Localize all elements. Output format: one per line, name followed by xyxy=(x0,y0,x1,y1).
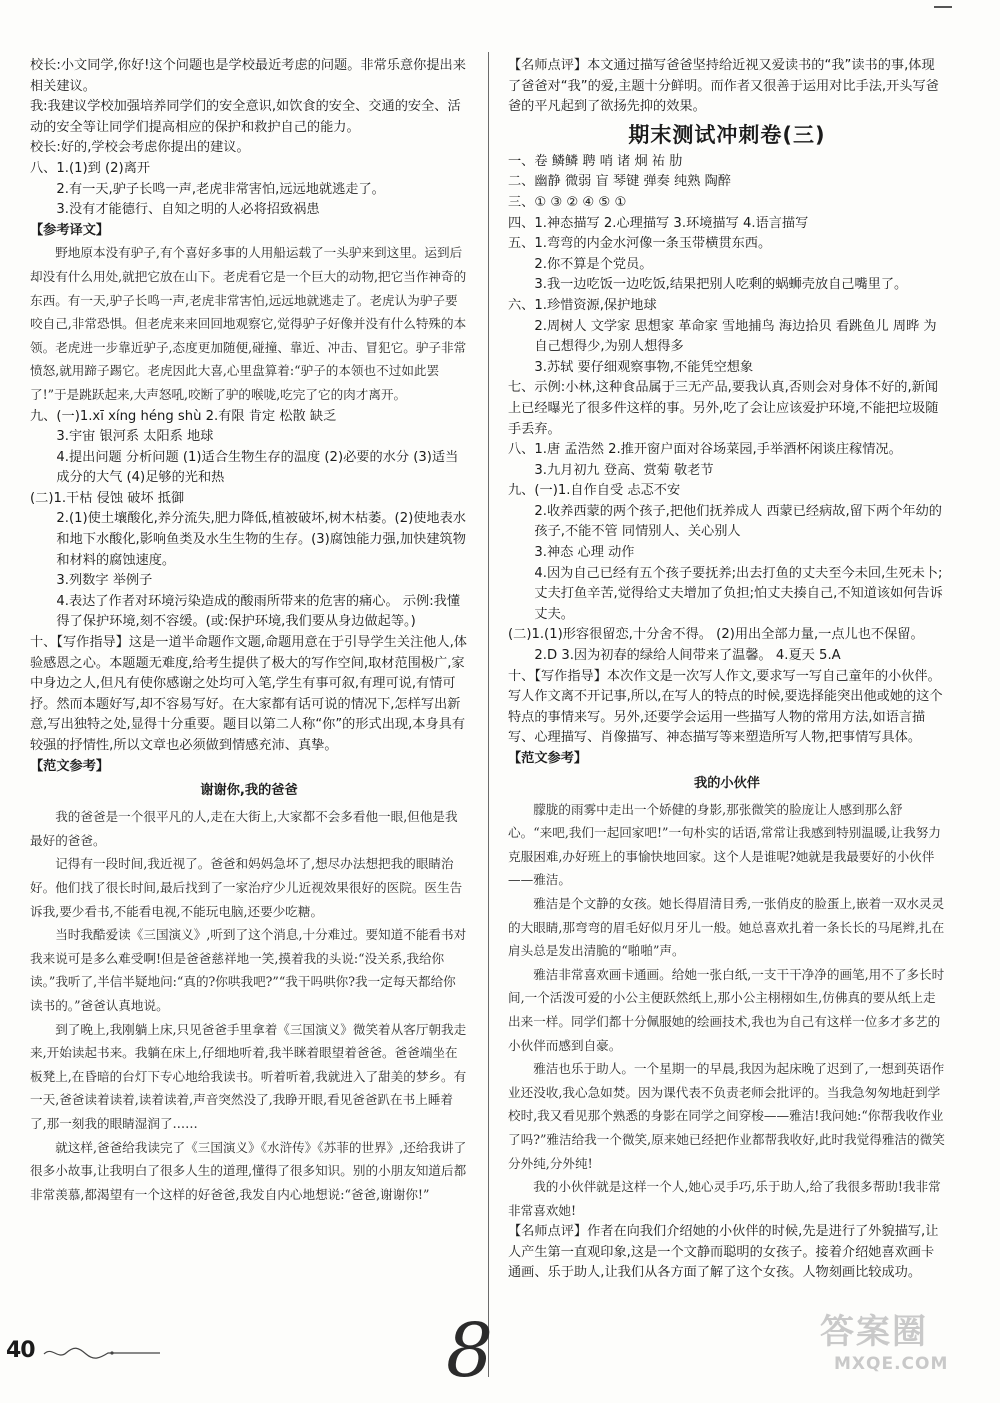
answer-subline: 2.D 3.因为初春的绿给人间带来了温馨。 4.夏天 5.A xyxy=(534,648,841,664)
answer-subline: 2.有一天,驴子长鸣一声,老虎非常害怕,远远地就逃走了。 xyxy=(56,181,385,197)
essay-title: 谢谢你,我的爸爸 xyxy=(200,783,298,799)
answer-subline: 2.周树人 文学家 思想家 革命家 雪地捕鸟 海边拾贝 看跳鱼儿 周晔 为自己想得少,为别人想得多 xyxy=(534,318,937,355)
essay-paragraph: 到了晚上,我刚躺上床,只见爸爸手里拿着《三国演义》微笑着从客厅朝我走来,开始读起书来。我躺在床上,仔细地听着,我半眯着眼望着爸爸。爸爸端坐在板凳上,在昏暗的台灯下专心地给我读书。听着听着,我就进入了甜美的梦乡。有一天,爸爸读着读着,读着读着,声音突然没了,我睁开眼,看见爸爸趴在书上睡着了,那一刻我的眼睛湿润了…… xyxy=(30,1021,467,1131)
essay-paragraph: 当时我酷爱读《三国演义》,听到了这个消息,十分难过。要知道不能看书对我来说可是多么难受啊!但是爸爸慈祥地一笑,摸着我的头说:“没关系,我给你读。”我听了,半信半疑地问:“真的?你哄我吧?”“我干吗哄你?我一定每天都给你读书的。”爸爸认真地说。 xyxy=(30,927,467,1013)
answer-line: 七、示例:小林,这种食品属于三无产品,要我认真,否则会对身体不好的,新闻上已经曝光了很多件这样的事。另外,吃了会让应该爱护环境,不能把垃圾随手丢弃。 xyxy=(508,380,939,437)
watermark xyxy=(820,1312,980,1396)
answer-line: 校长:小文同学,你好!这个问题也是学校最近考虑的问题。非常乐意你提出来相关建议。 xyxy=(30,58,466,94)
answer-line: 二、幽静 微弱 盲 琴键 弹奏 纯熟 陶醉 xyxy=(508,174,731,190)
answer-line: 八、1.(1)到 (2)离开 xyxy=(30,160,151,176)
essay-paragraph: 我的爸爸是一个很平凡的人,走在大街上,大家都不会多看他一眼,但他是我最好的爸爸。 xyxy=(30,809,458,848)
answer-subline: 3.我一边吃饭一边吃饭,结果把别人吃剩的蜗蛳壳放自己嘴里了。 xyxy=(534,277,908,293)
answer-line: (二)1.干枯 侵蚀 破坏 抵御 xyxy=(30,490,185,506)
answer-line: 八、1.唐 孟浩然 2.推开窗户面对谷场菜园,手举酒杯闲谈庄稼情况。 xyxy=(508,442,902,458)
answer-line: 【名师点评】作者在向我们介绍她的小伙伴的时候,先是进行了外貌描写,让人产生第一直观印象,这是一个文静而聪明的女孩子。接着介绍她喜欢画卡通画、乐于助人,让我们从各方面了解了这个女孩。人物刻画比较成功。 xyxy=(508,1224,939,1281)
answer-line: 我:我建议学校加强培养同学们的安全意识,如饮食的安全、交通的安全、活动的安全等让同学们提高相应的保护和救护自己的能力。 xyxy=(30,99,461,135)
essay-title: 我的小伙伴 xyxy=(694,775,760,791)
column-divider xyxy=(488,52,489,1377)
answer-subline: 3.神态 心理 动作 xyxy=(534,545,635,561)
svg-text:8: 8 xyxy=(446,1310,494,1390)
answer-column-left xyxy=(30,56,468,1206)
answer-line: 九、(一)1.自作自受 忐忑不安 xyxy=(508,483,681,499)
answer-subline: 3.没有才能德行、自知之明的人必将招致祸患 xyxy=(56,202,320,218)
essay-paragraph: 野地原本没有驴子,有个喜好多事的人用船运载了一头驴来到这里。运到后却没有什么用处,就把它放在山下。老虎看它是一个巨大的动物,把它当作神奇的东西。有一天,驴子长鸣一声,老虎非常害怕,远远地就逃走了。老虎认为驴子要咬自己,非常恐惧。但老虎来来回回地观察它,觉得驴子好像并没有什么特殊的本领。老虎进一步靠近驴子,态度更加随便,碰撞、靠近、冲击、冒犯它。驴子非常愤怒,就用蹄子踢它。老虎因此大喜,心里盘算着:“驴子的本领也不过如此罢了!”于是跳跃起来,大声怒吼,咬断了驴的喉咙,吃完了它的肉才离开。 xyxy=(30,245,467,402)
page-number: 40 xyxy=(6,1338,35,1363)
answer-line: 一、卷 鳞鳞 聘 哨 诸 炯 祐 肋 xyxy=(508,153,683,169)
corner-mark xyxy=(934,6,952,8)
answer-subline: 3.九月初九 登高、赏菊 敬老节 xyxy=(534,462,714,478)
answer-line: 三、① ③ ② ④ ⑤ ① xyxy=(508,194,627,210)
flourish-ornament-icon xyxy=(42,1344,162,1362)
answer-line: 十、【写作指导】这是一道半命题作文题,命题用意在于引导学生关注他人,体验感恩之心。本题题无难度,给考生提供了极大的写作空间,取材范围极广,家中身边之人,但凡有使你感谢之处均可入笔,学生有事可叙,有理可说,有情可抒。然而本题好写,却不容易写好。在大家都有话可说的情况下,怎样写出新意,写出独特之处,显得十分重要。题目以第二人称“你”的形式出现,本身具有较强的抒情性,所以文章也必须做到情感充沛、真挚。 xyxy=(30,635,467,753)
answer-subline: 3.苏轼 要仔细观察事物,不能凭空想象 xyxy=(534,359,754,375)
essay-paragraph: 雅洁非常喜欢画卡通画。给她一张白纸,一支干干净净的画笔,用不了多长时间,一个活泼可爱的小公主便跃然纸上,那小公主栩栩如生,仿佛真的要从纸上走出来一样。同学们都十分佩服她的绘画技术,我也为自己有这样一位多才多艺的小伙伴而感到自豪。 xyxy=(508,966,945,1053)
answer-subline: 4.因为自己已经有五个孩子要抚养;出去打鱼的丈夫至今未回,生死未卜;丈夫打鱼辛苦,觉得给丈夫增加了负担;怕丈夫揍自己,不知道该如何告诉丈夫。 xyxy=(534,565,943,622)
answer-line: 四、1.神态描写 2.心理描写 3.环境描写 4.语言描写 xyxy=(508,215,809,231)
answer-subline: 3.宇宙 银河系 太阳系 地球 xyxy=(56,429,214,445)
exam-title: 期末测试冲刺卷(三) xyxy=(628,122,826,147)
essay-paragraph: 朦胧的雨雾中走出一个娇健的身影,那张微笑的脸庞让人感到那么舒心。“来吧,我们一起回家吧!”一句朴实的话语,常常让我感到特别温暖,让我努力克服困难,办好班上的事愉快地回家。这个人是谁呢?她就是我最要好的小伙伴——雅洁。 xyxy=(508,801,941,888)
section-tag: 【范文参考】 xyxy=(30,758,110,774)
handwritten-mark xyxy=(440,1310,510,1390)
watermark-logo-text: 答案圈 xyxy=(820,1312,928,1352)
section-tag: 【参考译文】 xyxy=(30,222,110,238)
essay-paragraph: 记得有一段时间,我近视了。爸爸和妈妈急坏了,想尽办法想把我的眼睛治好。他们找了很长时间,最后找到了一家治疗少儿近视效果很好的医院。医生告诉我,要少看书,不能看电视,不能玩电脑,还要少吃糖。 xyxy=(30,856,463,919)
answer-line: 九、(一)1.xī xíng héng shù 2.有限 肯定 松散 缺乏 xyxy=(30,408,337,424)
answer-line: 六、1.珍惜资源,保护地球 xyxy=(508,297,657,313)
answer-subline: 2.(1)使土壤酸化,养分流失,肥力降低,植被破坏,树木枯萎。(2)使地表水和地下水酸化,影响鱼类及水生生物的生存。(3)腐蚀能力强,加快建筑物和材料的腐蚀速度。 xyxy=(56,511,466,568)
section-tag: 【范文参考】 xyxy=(508,751,588,766)
essay-paragraph: 我的小伙伴就是这样一个人,她心灵手巧,乐于助人,给了我很多帮助!我非常非常喜欢她! xyxy=(508,1179,941,1218)
answer-line: 十、【写作指导】本次作文是一次写人作文,要求写一写自己童年的小伙伴。写人作文离不开记事,所以,在写人的特点的时候,要选择能突出他或她的这个特点的事情来写。另外,还要学会运用一些描写人物的常用方法,如语言描写、心理描写、肖像描写、神态描写等来塑造所写人物,把事情写具体。 xyxy=(508,668,943,746)
answer-line: 五、1.弯弯的内金水河像一条玉带横贯东西。 xyxy=(508,236,772,252)
answer-column-right xyxy=(508,56,946,1284)
essay-paragraph: 雅洁是个文静的女孩。她长得眉清目秀,一张俏皮的脸蛋上,嵌着一双水灵灵的大眼睛,那弯弯的眉毛好似月牙儿一般。她总喜欢扎着一条长长的马尾辫,扎在肩头总是发出清脆的“啪啪”声。 xyxy=(508,895,945,959)
essay-paragraph: 就这样,爸爸给我读完了《三国演义》《水浒传》《苏菲的世界》,还给我讲了很多小故事,让我明白了很多人生的道理,懂得了很多知识。别的小朋友知道后都非常羡慕,都渴望有一个这样的好爸爸,我发自内心地想说:“爸爸,谢谢你!” xyxy=(30,1139,467,1202)
answer-subline: 3.列数字 举例子 xyxy=(56,573,153,589)
essay-paragraph: 雅洁也乐于助人。一个星期一的早晨,我因为起床晚了迟到了,一想到英语作业还没收,我心急如焚。因为课代表不负责老师会批评的。当我急匆匆地赶到学校时,我又看见那个熟悉的身影在同学之间穿梭——雅洁!我问她:“你帮我收作业了吗?”雅洁给我一个微笑,原来她已经把作业都帮我收好,此时我觉得雅洁的微笑分外纯,分外纯! xyxy=(508,1061,945,1171)
answer-subline: 4.表达了作者对环境污染造成的酸雨所带来的危害的痛心。 示例:我懂得了保护环境,刻不容缓。(或:保护环境,我们要从身边做起等。) xyxy=(56,593,461,630)
answer-line: 【名师点评】本文通过描写爸爸坚持给近视又爱读书的“我”读书的事,体现了爸爸对“我”的爱,主题十分鲜明。而作者又很善于运用对比手法,开头写爸爸的平凡起到了欲扬先抑的效果。 xyxy=(508,58,939,115)
answer-subline: 2.你不算是个党员。 xyxy=(534,256,653,272)
answer-line: (二)1.(1)形容很留恋,十分舍不得。 (2)用出全部力量,一点儿也不保留。 xyxy=(508,627,924,643)
watermark-url: MXQE.COM xyxy=(834,1354,949,1374)
answer-subline: 4.提出问题 分析问题 (1)适合生物生存的温度 (2)必要的水分 (3)适当成分的大气 (4)足够的光和热 xyxy=(56,449,459,486)
answer-line: 校长:好的,学校会考虑你提出的建议。 xyxy=(30,140,250,156)
answer-subline: 2.收养西蒙的两个孩子,把他们抚养成人 西蒙已经病故,留下两个年幼的孩子,不能不管 同情别人、关心别人 xyxy=(534,503,942,540)
